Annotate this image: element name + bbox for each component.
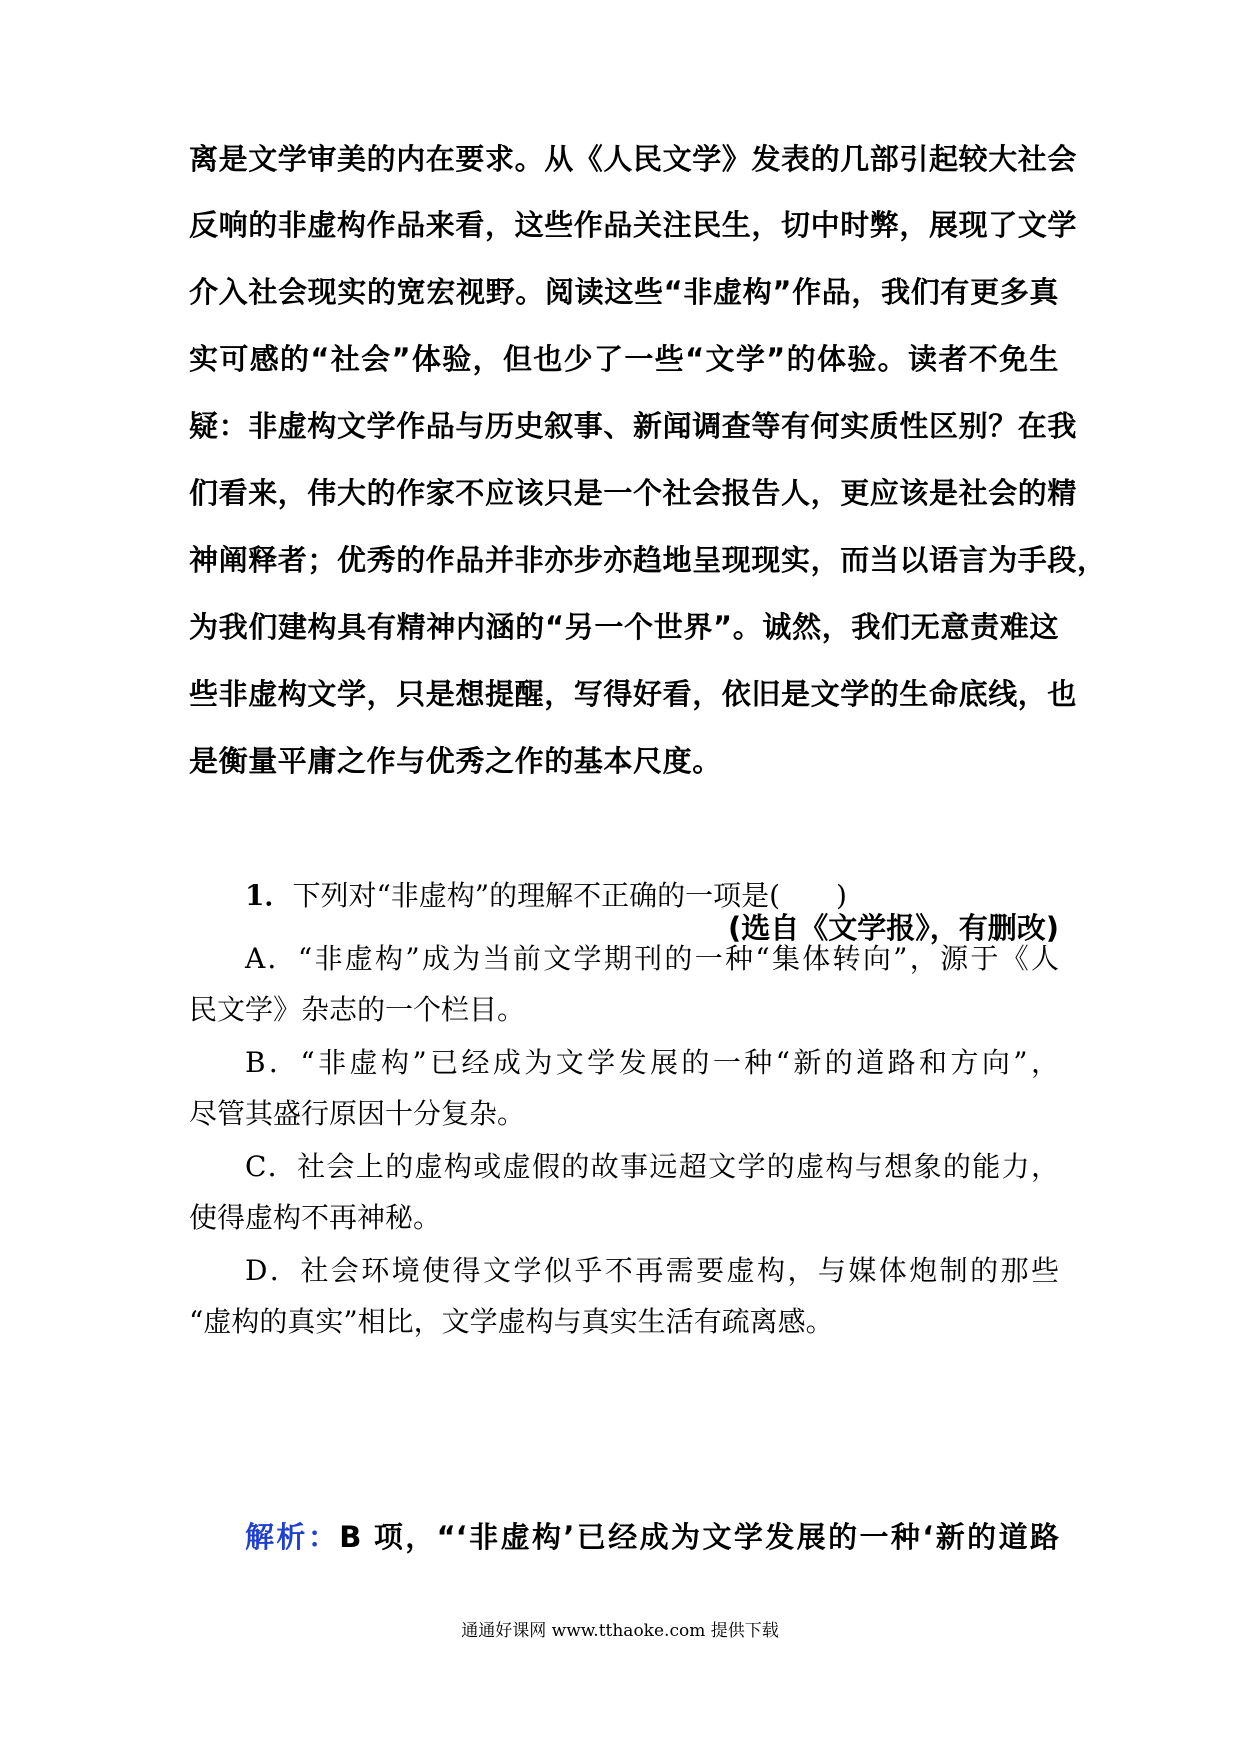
- analysis-text: B 项，“‘非虚构’已经成为文学发展的一种‘新的道路: [339, 1520, 1059, 1554]
- passage-line-4: 实可感的“社会”体验，但也少了一些“文学”的体验。读者不免生: [189, 342, 1059, 376]
- question-stem: [189, 876, 1059, 916]
- question-number: 1．: [245, 879, 293, 912]
- passage-line-8: 为我们建构具有精神内涵的“另一个世界”。诚然，我们无意责难这: [189, 610, 1059, 644]
- option-b-line-1: B．“非虚构”已经成为文学发展的一种“新的道路和方向”，: [245, 1046, 1059, 1079]
- passage-line-3: 介入社会现实的宽宏视野。阅读这些“非虚构”作品，我们有更多真: [189, 275, 1059, 309]
- option-b-line-2: 尽管其盛行原因十分复杂。: [189, 1097, 526, 1130]
- question-stem-close: ): [836, 879, 847, 912]
- option-d-line-2: “虚构的真实”相比，文学虚构与真实生活有疏离感。: [189, 1305, 834, 1338]
- option-a-line-2: 民文学》杂志的一个栏目。: [189, 993, 526, 1026]
- passage-line-6: 们看来，伟大的作家不应该只是一个社会报告人，更应该是社会的精: [189, 476, 1078, 510]
- analysis: [245, 1517, 1059, 1557]
- option-c-line-2: 使得虚构不再神秘。: [189, 1201, 442, 1234]
- source-citation: (选自《文学报》，有删改): [727, 911, 1059, 945]
- passage-line-7: 神阐释者；优秀的作品并非亦步亦趋地呈现现实，而当以语言为手段，: [189, 543, 1107, 577]
- option-c-line-1: C．社会上的虚构或虚假的故事远超文学的虚构与想象的能力，: [245, 1150, 1059, 1183]
- passage-line-5: 疑：非虚构文学作品与历史叙事、新闻调查等有何实质性区别？在我: [189, 409, 1078, 443]
- footer-credit: 通通好课网 www.tthaoke.com 提供下载: [461, 1621, 779, 1641]
- passage-line-2: 反响的非虚构作品来看，这些作品关注民生，切中时弊，展现了文学: [189, 208, 1078, 242]
- passage-line-1: 离是文学审美的内在要求。从《人民文学》发表的几部引起较大社会: [189, 142, 1078, 176]
- question-stem-text: 下列对“非虚构”的理解不正确的一项是(: [292, 879, 781, 912]
- option-a-line-1: A．“非虚构”成为当前文学期刊的一种“集体转向”，源于《人: [245, 942, 1059, 975]
- passage-line-10: 是衡量平庸之作与优秀之作的基本尺度。: [189, 744, 722, 778]
- document-page: [189, 0, 1107, 1754]
- passage-line-9: 些非虚构文学，只是想提醒，写得好看，依旧是文学的生命底线，也: [189, 677, 1078, 711]
- analysis-label: 解析：: [245, 1520, 340, 1554]
- option-d-line-1: D．社会环境使得文学似乎不再需要虚构，与媒体炮制的那些: [245, 1254, 1059, 1287]
